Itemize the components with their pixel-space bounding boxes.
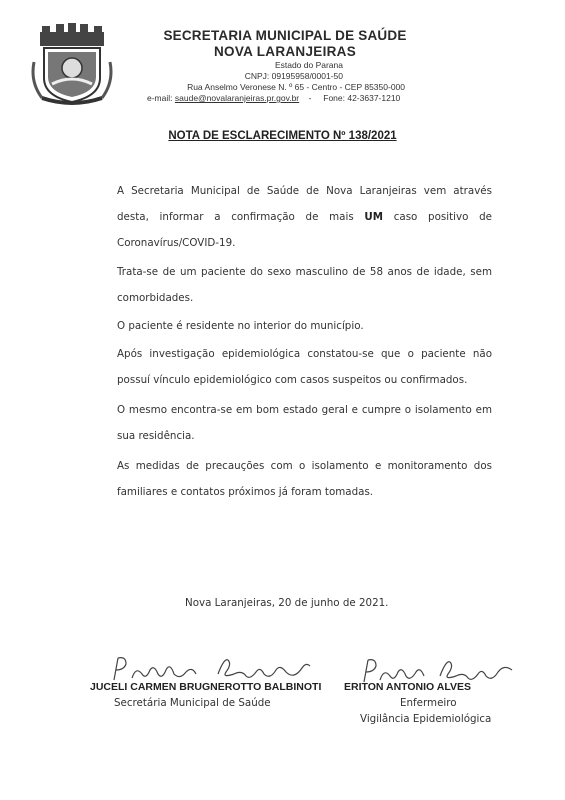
signatory-right-role: Enfermeiro bbox=[400, 697, 457, 709]
header-secretariat-title: SECRETARIA MUNICIPAL DE SAÚDE bbox=[163, 28, 407, 43]
case-count-emphasis: UM bbox=[364, 211, 384, 223]
header-city-title: NOVA LARANJEIRAS bbox=[213, 44, 357, 59]
header-phone: Fone: 42-3637-1210 bbox=[323, 93, 401, 103]
paragraph-1: A Secretaria Municipal de Saúde de Nova Laranjeiras vem através desta, informar a confirmação de mais UM caso positivo de Coronavírus/COVID-19. bbox=[117, 185, 492, 249]
header-cnpj: CNPJ: 09195958/0001-50 bbox=[244, 71, 343, 81]
email-label: e-mail: bbox=[147, 93, 173, 103]
signatory-right-name: ERITON ANTONIO ALVES bbox=[344, 681, 471, 693]
signatory-left-name: JUCELI CARMEN BRUGNEROTTO BALBINOTI bbox=[90, 681, 322, 693]
document-title: NOTA DE ESCLARECIMENTO Nº 138/2021 bbox=[168, 130, 397, 142]
paragraph-3: O paciente é residente no interior do município. bbox=[117, 320, 364, 332]
document-date: Nova Laranjeiras, 20 de junho de 2021. bbox=[185, 597, 389, 609]
header-contact-line bbox=[147, 93, 400, 103]
header-state: Estado do Parana bbox=[274, 60, 343, 70]
separator: - bbox=[308, 93, 312, 103]
paragraph-4: Após investigação epidemiológica constatou-se que o paciente não possuí vínculo epidemiológico com casos suspeitos ou confirmados. bbox=[117, 348, 492, 386]
header-address: Rua Anselmo Veronese N. º 65 - Centro - CEP 85350-000 bbox=[187, 82, 405, 92]
paragraph-2: Trata-se de um paciente do sexo masculino de 58 anos de idade, sem comorbidades. bbox=[117, 266, 492, 304]
paragraph-5: O mesmo encontra-se em bom estado geral e cumpre o isolamento em sua residência. bbox=[117, 404, 492, 442]
signatory-left-role: Secretária Municipal de Saúde bbox=[114, 697, 271, 709]
email-link[interactable]: saude@novalaranjeiras.pr.gov.br bbox=[174, 93, 300, 103]
paragraph-6: As medidas de precauções com o isolamento e monitoramento dos familiares e contatos próximos já foram tomadas. bbox=[117, 460, 492, 498]
signatory-right-department: Vigilância Epidemiológica bbox=[360, 713, 492, 725]
municipal-coat-of-arms-icon bbox=[30, 22, 114, 106]
